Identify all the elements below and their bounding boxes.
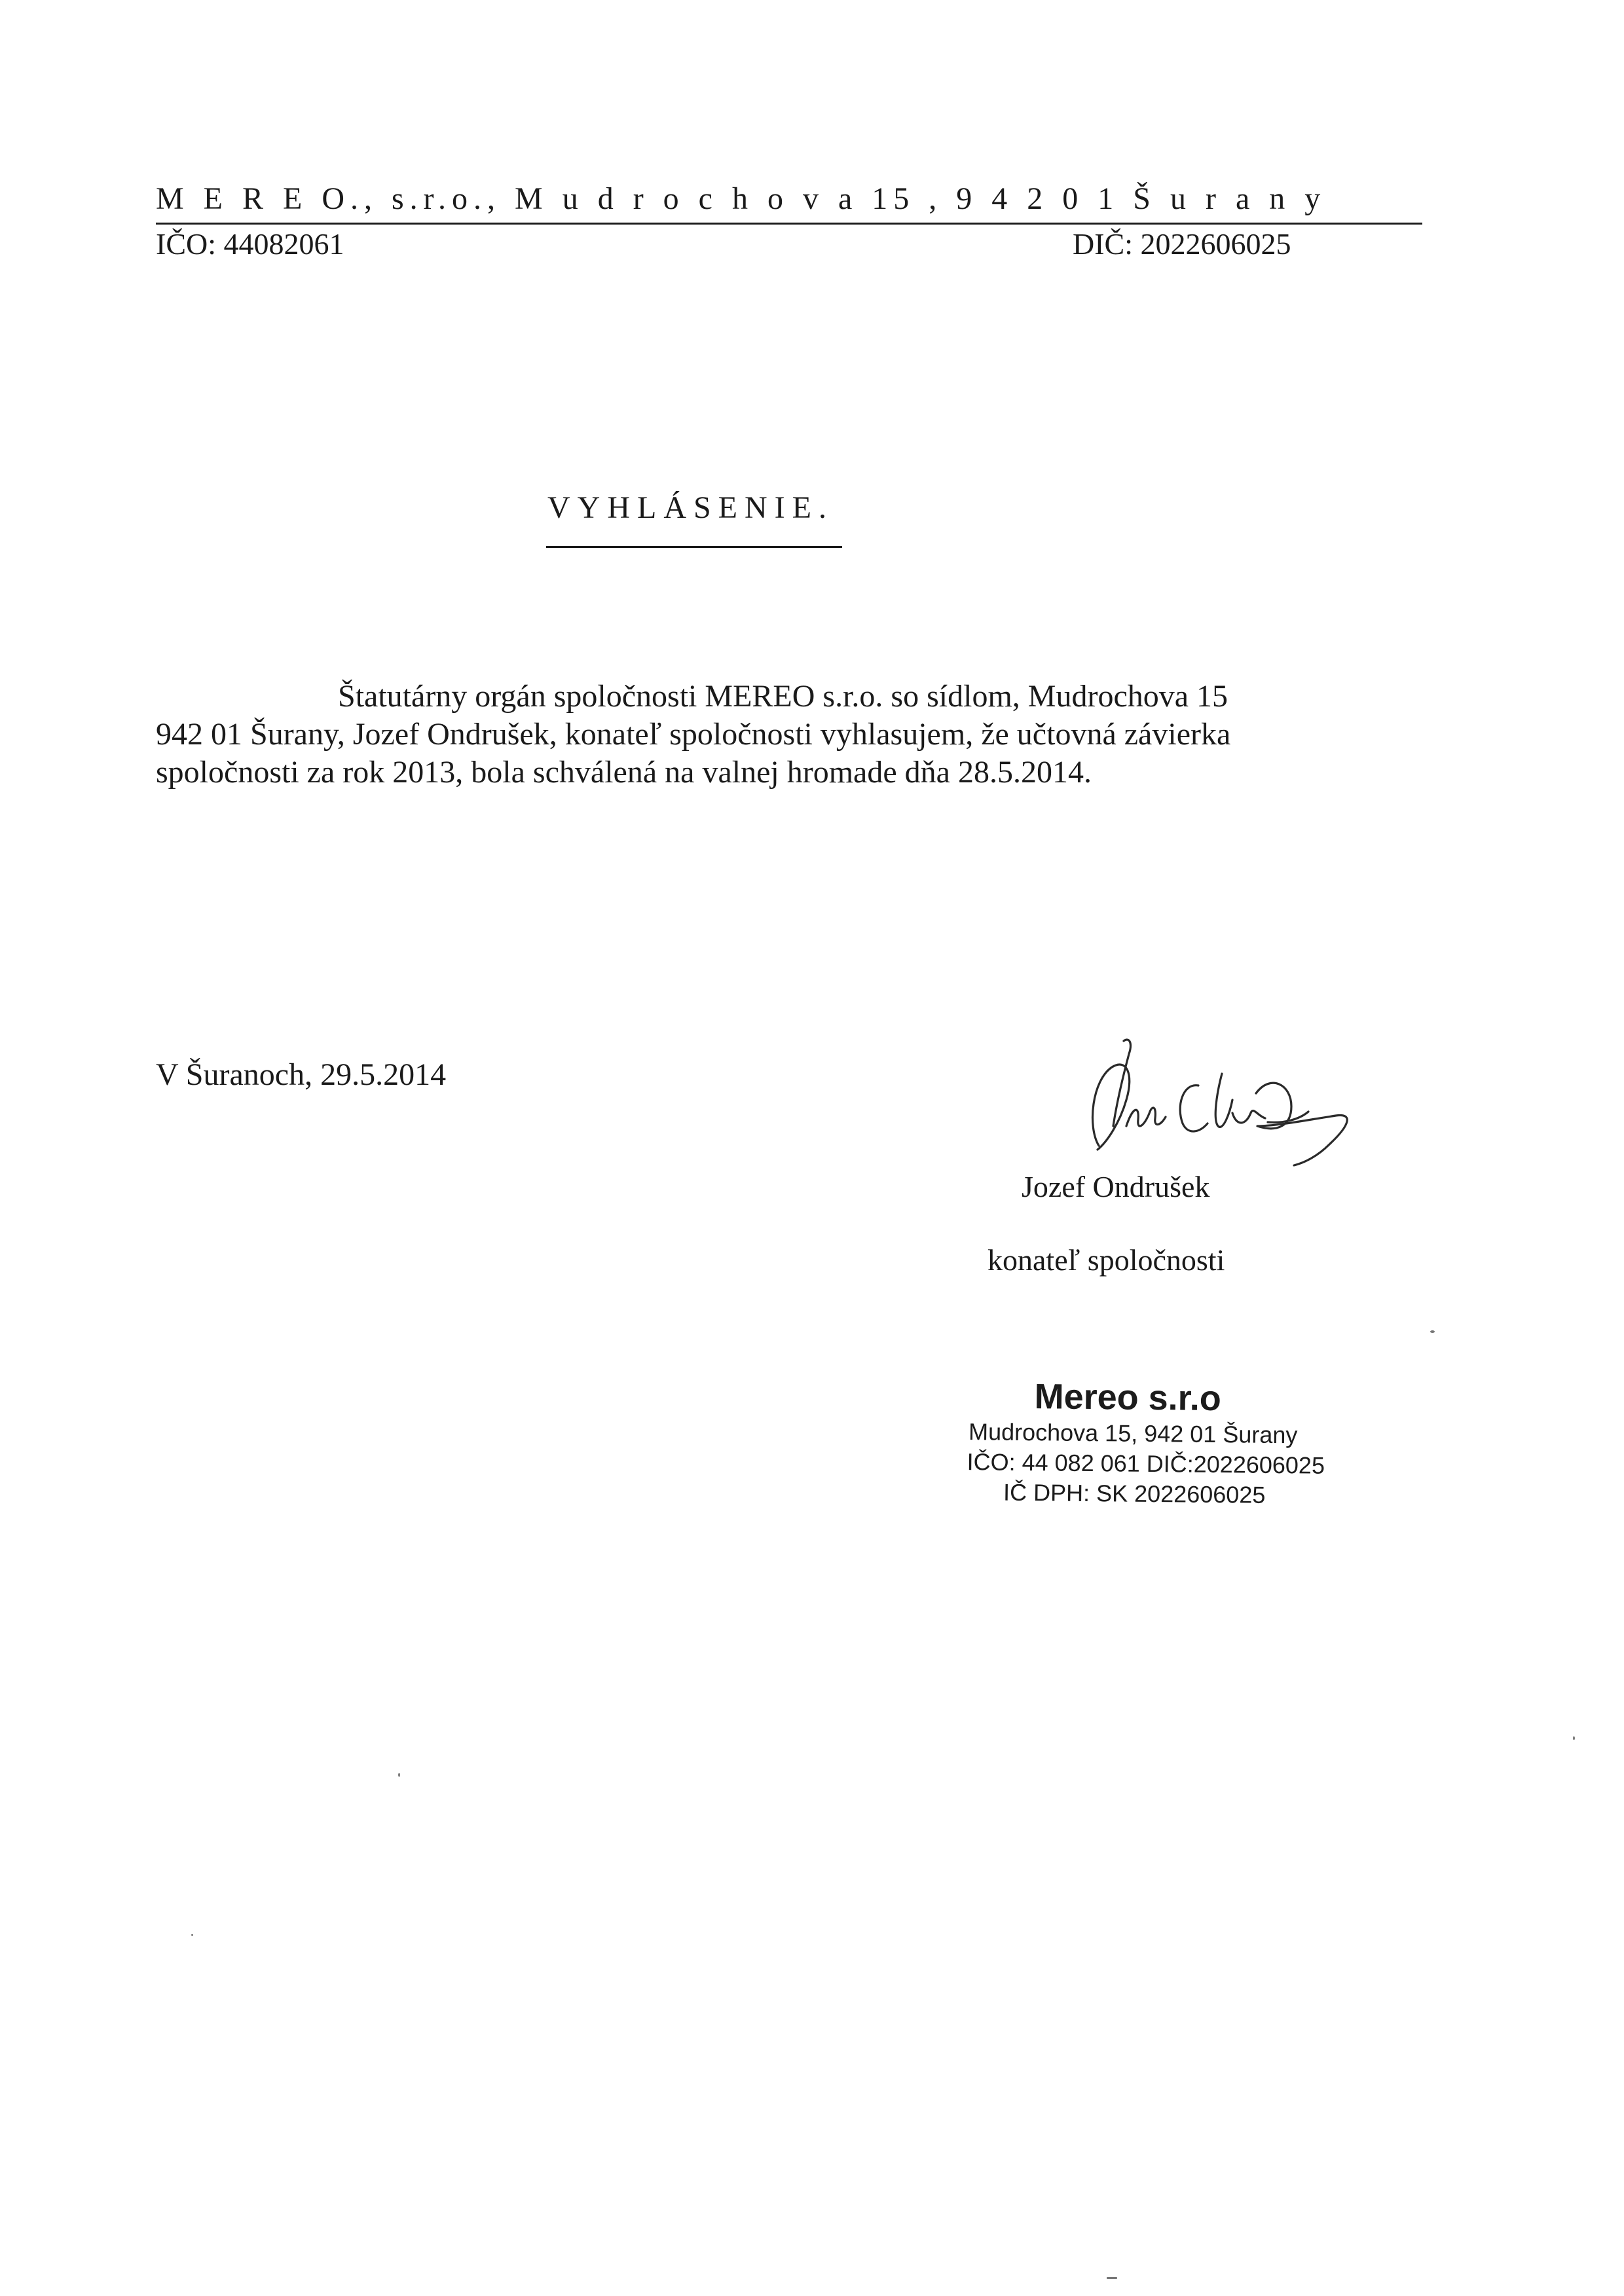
document-title: VYHLÁSENIE.: [547, 490, 834, 525]
scan-speck: [1573, 1736, 1575, 1740]
signer-name: Jozef Ondrušek: [1022, 1170, 1210, 1203]
stamp-ids: IČO: 44 082 061 DIČ:2022606025: [967, 1448, 1325, 1479]
scan-speck: [1430, 1330, 1435, 1333]
stamp-vat: IČ DPH: SK 2022606025: [1003, 1478, 1266, 1508]
signer-role: konateľ spoločnosti: [987, 1243, 1225, 1277]
stamp-company-name: Mereo s.r.o: [1034, 1377, 1222, 1419]
scan-speck: [1107, 2277, 1117, 2279]
letterhead-ico: IČO: 44082061: [156, 227, 344, 261]
stamp-address: Mudrochova 15, 942 01 Šurany: [968, 1418, 1298, 1449]
scan-speck: [398, 1773, 400, 1777]
letterhead-company-line: M E R E O., s.r.o., M u d r o c h o v a 15 , 9 4 2 0 1 Š u r a n y: [156, 181, 1327, 216]
handwritten-signature-icon: [1061, 1028, 1375, 1178]
scan-speck: [191, 1934, 193, 1936]
place-and-date: V Šuranoch, 29.5.2014: [156, 1057, 447, 1092]
body-line-1: Štatutárny orgán spoločnosti MEREO s.r.o. so sídlom, Mudrochova 15: [338, 679, 1228, 714]
body-line-3: spoločnosti za rok 2013, bola schválená na valnej hromade dňa 28.5.2014.: [156, 755, 1092, 790]
body-line-2: 942 01 Šurany, Jozef Ondrušek, konateľ spoločnosti vyhlasujem, že učtovná závierka: [156, 717, 1231, 752]
company-stamp: [961, 1375, 1329, 1511]
letterhead-divider: [156, 223, 1422, 225]
letterhead-dic: DIČ: 2022606025: [1073, 227, 1291, 261]
title-underline: [546, 546, 842, 548]
